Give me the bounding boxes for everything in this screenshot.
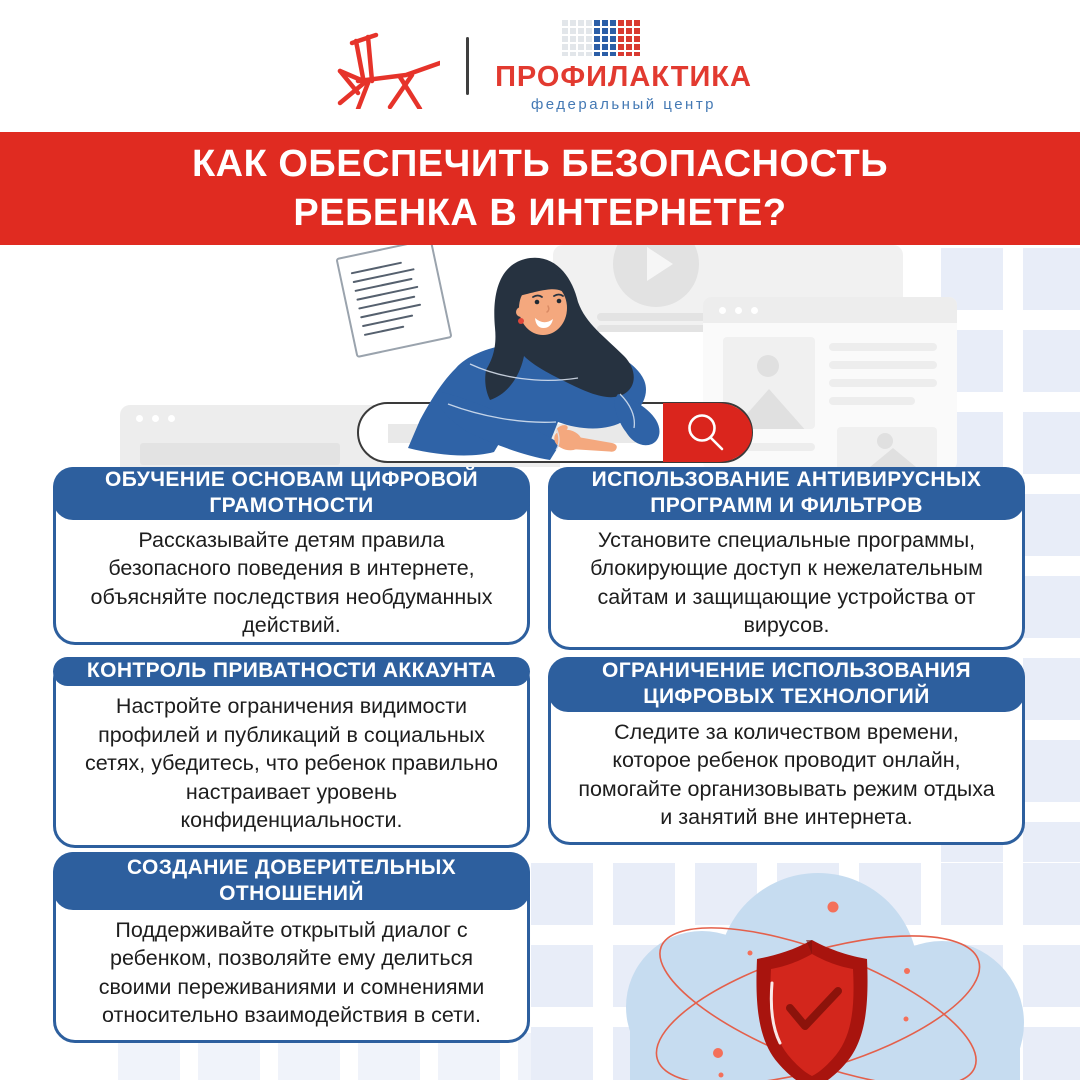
search-button [663, 403, 752, 462]
cloud-shield-illustration [590, 855, 1080, 1080]
logo-divider [466, 37, 469, 95]
card-title: СОЗДАНИЕ ДОВЕРИТЕЛЬНЫХ ОТНОШЕНИЙ [126, 855, 457, 905]
card-title: КОНТРОЛЬ ПРИВАТНОСТИ АККАУНТА [86, 659, 497, 683]
header [0, 0, 1080, 132]
page-title-line1: КАК ОБЕСПЕЧИТЬ БЕЗОПАСНОСТЬ [191, 142, 889, 185]
tip-card-antivirus [548, 467, 1025, 650]
earring [518, 318, 524, 324]
card-body-text: Рассказывайте детям правила безопасного поведения в интернете, объясняйте последствия необдуманных действий. [90, 527, 493, 638]
image-placeholder [837, 427, 937, 470]
card-title: ОБУЧЕНИЕ ОСНОВАМ ЦИФРОВОЙ ГРАМОТНОСТИ [105, 468, 478, 518]
card-body-text: Поддерживайте открытый диалог с ребенком, позволяйте ему делиться своими переживаниями и сомнениями относительно взаимодействия в сети. [98, 917, 485, 1028]
card-header [548, 657, 1025, 712]
window-dots-icon [136, 415, 175, 422]
brand-name: ПРОФИЛАКТИКА [495, 60, 752, 93]
card-header [548, 467, 1025, 520]
card-body-text: Настройте ограничения видимости профилей и публикаций в социальных сетях, убедитесь, что ребенок правильно настраивает уровень конфиденциальности. [85, 694, 498, 833]
tip-card-account-privacy [53, 657, 530, 848]
card-body-text: Установите специальные программы, блокирующие доступ к нежелательным сайтам и защищающие устройства от вирусов. [590, 527, 983, 638]
card-title: ИСПОЛЬЗОВАНИЕ АНТИВИРУСНЫХ ПРОГРАММ И ФИЛЬТРОВ [591, 468, 982, 518]
card-header [53, 852, 530, 910]
title-banner [0, 132, 1080, 245]
pixel-grid-logo [562, 20, 686, 56]
card-body-text: Следите за количеством времени, которое ребенок проводит онлайн, помогайте организовывать режим отдыха и занятий вне интернета. [578, 719, 995, 830]
card-title: ОГРАНИЧЕНИЕ ИСПОЛЬЗОВАНИЯ ЦИФРОВЫХ ТЕХНОЛОГИЙ [601, 659, 971, 709]
tip-card-digital-literacy [53, 467, 530, 645]
card-header [53, 467, 530, 520]
tip-card-screen-time [548, 657, 1025, 845]
brand-logo [495, 20, 752, 113]
card-header [53, 657, 530, 686]
page-title-line2: РЕБЕНКА В ИНТЕРНЕТЕ? [293, 191, 787, 234]
tip-card-trust [53, 852, 530, 1043]
chair-logo-icon [328, 23, 440, 109]
brand-subtitle: федеральный центр [530, 95, 717, 113]
woman-search-illustration [320, 244, 780, 470]
